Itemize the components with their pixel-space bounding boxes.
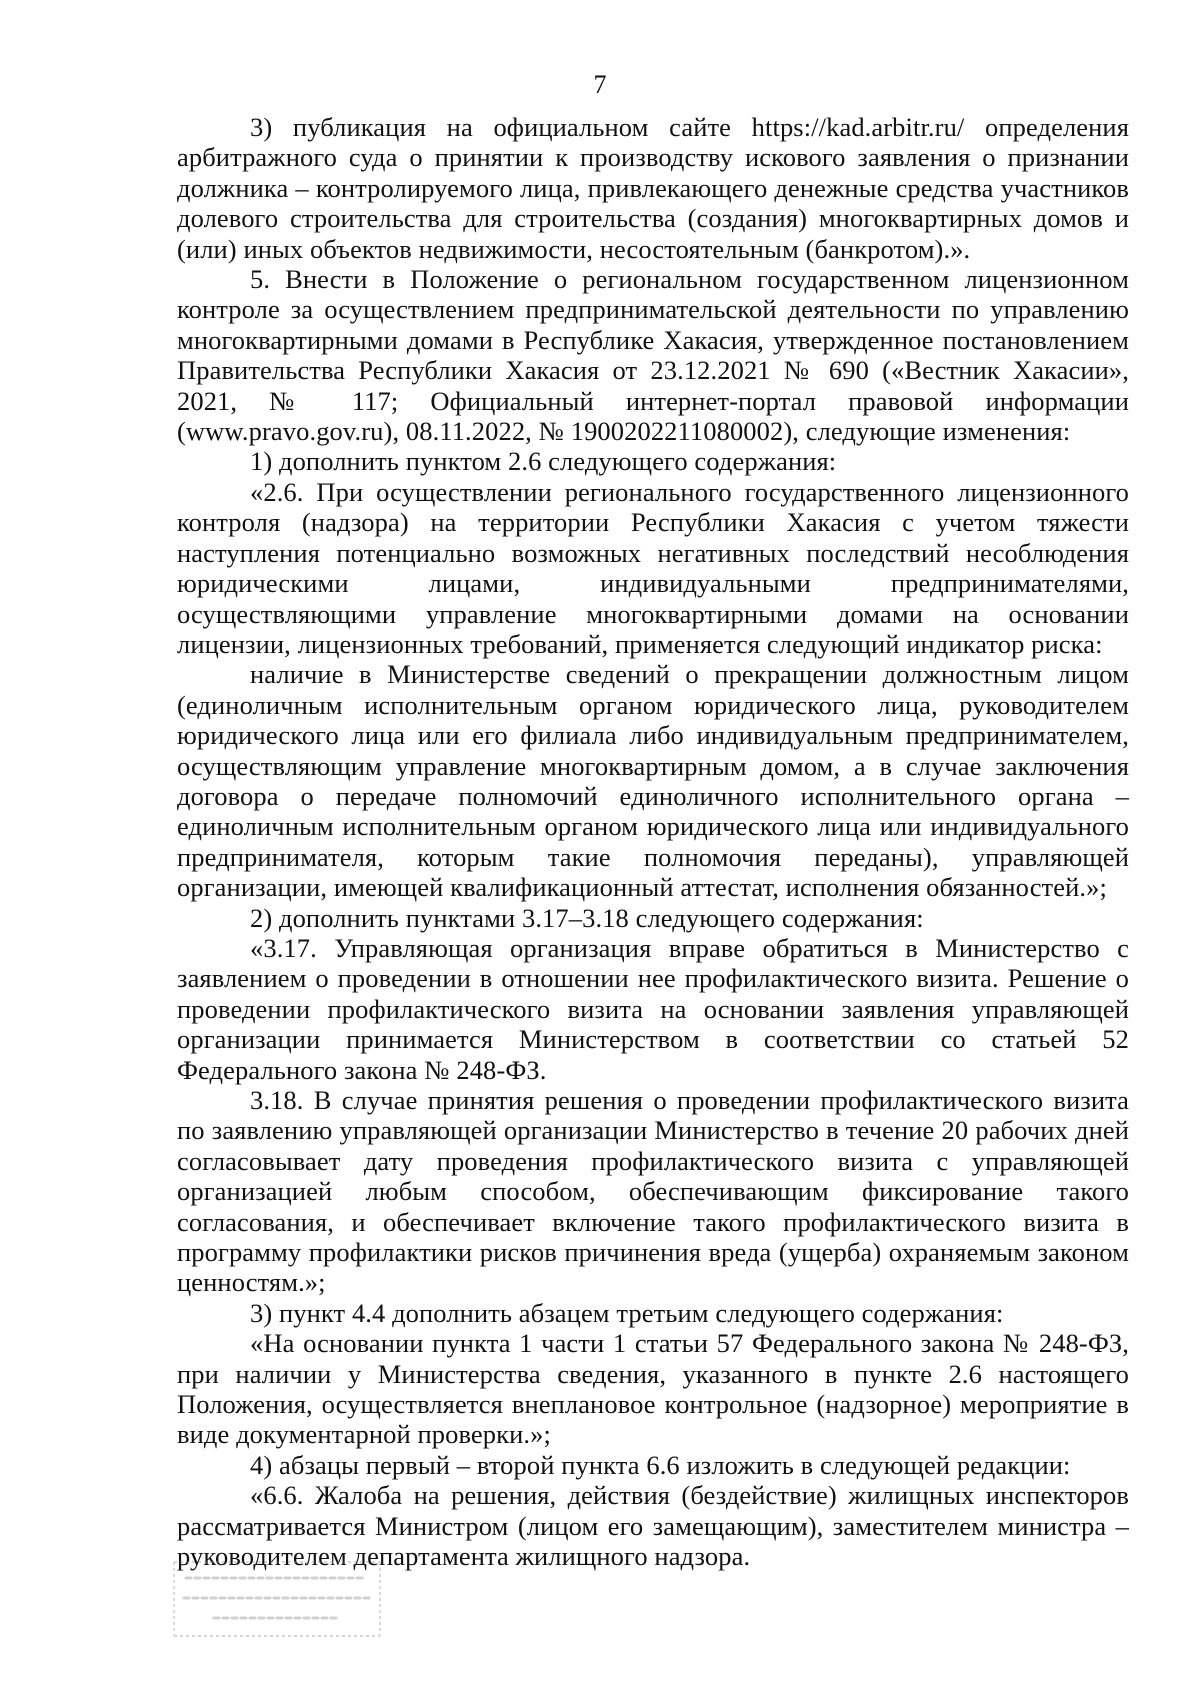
paragraph: 1) дополнить пунктом 2.6 следующего содержания: <box>250 446 837 477</box>
paragraph: «2.6. При осуществлении регионального государственного лицензионного контроля (надзора) на территории Республики Хакасия с учетом тяжести наступления потенциально возможных негативных последствий несоблюдения юридическими лицами, индивидуальными предпринимателями, осуществляющими управление многоквартирными домами на основании лицензии, лицензионных требований, применяется следующий индикатор риска: <box>177 476 1129 659</box>
paragraph: 3.18. В случае принятия решения о проведении профилактического визита по заявлению управляющей организации Министерство в течение 20 рабочих дней согласовывает дату проведения профилактического визита с управляющей организацией любым способом, обеспечивающим фиксирование такого согласования, и обеспечивает включение такого профилактического визита в программу профилактики рисков причинения вреда (ущерба) охраняемым законом ценностям.»; <box>177 1085 1129 1298</box>
paragraph: 2) дополнить пунктами 3.17–3.18 следующего содержания: <box>250 902 924 933</box>
paragraph: 3) пункт 4.4 дополнить абзацем третьим следующего содержания: <box>250 1297 1004 1328</box>
paragraph: наличие в Министерстве сведений о прекращении должностным лицом (единоличным исполнительным органом юридического лица, руководителем юридического лица или его филиала либо индивидуальным предпринимателем, осуществляющим управление многоквартирным домом, а в случае заключения договора о передаче полномочий единоличного исполнительного органа – единоличным исполнительным органом юридического лица или индивидуального предпринимателя, которым такие полномочия переданы), управляющей организации, имеющей квалификационный аттестат, исполнения обязанностей.»; <box>177 659 1129 903</box>
paragraph: «На основании пункта 1 части 1 статьи 57 Федерального закона № 248-ФЗ, при наличии у Министерства сведения, указанного в пункте 2.6 настоящего Положения, осуществляется внеплановое контрольное (надзорное) мероприятие в виде документарной проверки.»; <box>177 1328 1129 1450</box>
paragraph: «3.17. Управляющая организация вправе обратиться в Министерство с заявлением о проведении в отношении нее профилактического визита. Решение о проведении профилактического визита на основании заявления управляющей организации принимается Министерством в соответствии со статьей 52 Федерального закона № 248-ФЗ. <box>177 932 1129 1085</box>
paragraph: «6.6. Жалоба на решения, действия (бездействие) жилищных инспекторов рассматривается Министром (лицом его замещающим), заместителем министра – руководителем департамента жилищного надзора. <box>177 1480 1129 1572</box>
paragraph: 4) абзацы первый – второй пункта 6.6 изложить в следующей редакции: <box>250 1449 1071 1480</box>
paragraph: 5. Внести в Положение о региональном государственном лицензионном контроле за осуществлением предпринимательской деятельности по управлению многоквартирными домами в Республике Хакасия, утвержденное постановлением Правительства Республики Хакасия от 23.12.2021 № 690 («Вестник Хакасии», 2021, № 117; Официальный интернет-портал правовой информации (www.pravo.gov.ru), 08.11.2022, № 1900202211080002), следующие изменения: <box>177 264 1129 447</box>
faded-registration-stamp <box>170 1556 390 1640</box>
paragraph: 3) публикация на официальном сайте https://kad.arbitr.ru/ определения арбитражного суда о принятии к производству искового заявления о признании должника – контролируемого лица, привлекающего денежные средства участников долевого строительства для строительства (создания) многоквартирных домов и (или) иных объектов недвижимости, несостоятельным (банкротом).». <box>177 112 1129 264</box>
document-body <box>177 112 1129 1572</box>
page-number: 7 <box>593 70 607 99</box>
